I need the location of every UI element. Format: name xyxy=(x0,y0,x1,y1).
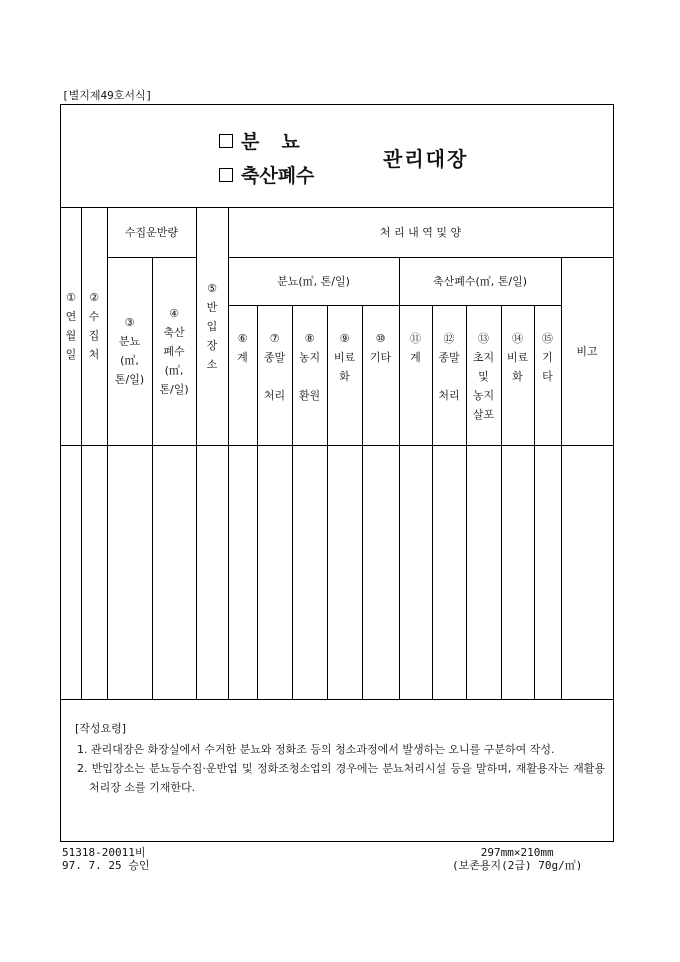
col-livestock-amount-text: 폐수 xyxy=(163,344,185,358)
col-delivery-place-text: 장 xyxy=(206,338,218,352)
col-manure-total-text: 계 xyxy=(237,351,248,364)
col-manure-other-number: ⑩ xyxy=(375,332,386,345)
option-livestock-label: 축산폐수 xyxy=(241,165,315,187)
col-manure-amount-number: ③ xyxy=(124,316,135,329)
col-livestock-fertilizer-text: 화 xyxy=(512,370,523,383)
ledger-form xyxy=(60,104,614,842)
option-manure xyxy=(219,127,322,154)
col-livestock-other-text: 타 xyxy=(542,370,553,383)
col-livestock-total-number: ⑪ xyxy=(410,332,421,345)
col-livestock-other-header xyxy=(534,305,561,445)
col-manure-amount-text: 분뇨 xyxy=(118,335,141,348)
instruction-item: 2. 반입장소는 분뇨등수집·운반업 및 정화조청소업의 경우에는 분뇨처리시설 등을 말하며, 재활용자는 재활용 처리장 소를 기재한다. xyxy=(77,762,605,794)
col-livestock-grassland-spread-text: 및 xyxy=(478,370,489,383)
col-livestock-grassland-spread-text: 살포 xyxy=(472,408,495,421)
col-manure-fertilizer-text: 화 xyxy=(339,370,350,383)
option-livestock-wastewater xyxy=(219,161,314,188)
col-livestock-final-treatment-text: 처리 xyxy=(438,389,460,402)
col-livestock-grassland-spread-text: 초지 xyxy=(472,351,495,364)
col-manure-final-treatment-text: 종말 xyxy=(263,351,286,364)
col-livestock-final-treatment-text xyxy=(447,367,451,386)
col-livestock-amount-text: 축산 xyxy=(163,325,185,339)
col-manure-farmland-return-header xyxy=(292,305,327,445)
col-livestock-grassland-spread-number: ⑬ xyxy=(478,332,489,345)
footer-right xyxy=(452,846,582,872)
col-manure-other-header xyxy=(362,305,399,445)
col-manure-final-treatment-text xyxy=(273,367,277,386)
col-date-header xyxy=(61,207,81,445)
col-collector-number: ② xyxy=(89,291,99,304)
col-delivery-place-number: ⑤ xyxy=(207,281,217,295)
col-livestock-grassland-spread-header xyxy=(466,305,501,445)
col-manure-farmland-return-text: 농지 xyxy=(298,351,321,364)
option-manure-label: 분뇨 xyxy=(241,131,322,153)
col-collector-text: 집 xyxy=(88,329,100,342)
form-title: 관리대장 xyxy=(383,147,469,171)
instructions xyxy=(75,719,605,797)
col-manure-fertilizer-text: 비료 xyxy=(333,351,356,364)
col-livestock-final-treatment-header xyxy=(432,305,466,445)
col-manure-other-text: 기타 xyxy=(369,351,392,364)
col-collector-text: 수 xyxy=(88,310,100,323)
paper-type: (보존용지(2급) 70g/㎡) xyxy=(452,859,583,872)
group-collection-header: 수집운반량 xyxy=(124,225,179,239)
col-manure-final-treatment-text: 처리 xyxy=(263,389,286,402)
subgroup-livestock-header: 축산폐수(㎥, 톤/일) xyxy=(432,274,528,288)
col-livestock-fertilizer-header xyxy=(501,305,534,445)
grid-line xyxy=(61,699,613,700)
form-number-label: [별지제49호서식] xyxy=(62,89,153,102)
col-livestock-final-treatment-text: 종말 xyxy=(438,351,460,364)
col-livestock-amount-text: 톤/일) xyxy=(159,382,189,396)
col-livestock-other-text: 기 xyxy=(542,351,553,364)
form-code: 51318-20011비 xyxy=(62,846,146,859)
paper-size: 297mm×210mm xyxy=(480,846,554,859)
col-livestock-fertilizer-number: ⑭ xyxy=(512,332,523,345)
col-delivery-place-text: 반 xyxy=(206,300,218,314)
col-date-text: 연 xyxy=(65,310,77,323)
col-livestock-amount-text: (㎥, xyxy=(164,363,184,377)
col-collector-header xyxy=(81,207,107,445)
col-livestock-grassland-spread-text: 농지 xyxy=(472,389,495,402)
col-date-text: 월 xyxy=(65,329,77,342)
col-date-number: ① xyxy=(66,291,76,304)
col-remarks-header: 비고 xyxy=(576,344,598,358)
col-delivery-place-header xyxy=(196,207,228,445)
col-manure-fertilizer-number: ⑨ xyxy=(339,332,350,345)
instructions-heading: [작성요령] xyxy=(75,722,127,735)
col-livestock-total-text: 계 xyxy=(410,351,421,364)
col-livestock-amount-number: ④ xyxy=(169,306,179,320)
approval-date: 97. 7. 25 승인 xyxy=(62,859,150,872)
col-livestock-total-header xyxy=(399,305,432,445)
checkbox-livestock-wastewater[interactable] xyxy=(219,168,233,182)
col-manure-farmland-return-text: 환원 xyxy=(298,389,321,402)
col-livestock-fertilizer-text: 비료 xyxy=(506,351,529,364)
col-livestock-amount-header xyxy=(152,257,196,445)
grid-line xyxy=(61,445,613,446)
subgroup-manure-header: 분뇨(㎥, 톤/일) xyxy=(277,274,350,288)
col-delivery-place-text: 소 xyxy=(206,357,218,371)
col-date-text: 일 xyxy=(65,348,77,361)
col-manure-farmland-return-number: ⑧ xyxy=(304,332,315,345)
col-livestock-other-number: ⑮ xyxy=(542,332,553,345)
col-collector-text: 처 xyxy=(88,348,100,361)
col-delivery-place-text: 입 xyxy=(206,319,218,333)
checkbox-manure[interactable] xyxy=(219,134,233,148)
col-manure-farmland-return-text xyxy=(308,367,312,386)
footer-left xyxy=(62,846,149,872)
col-manure-amount-header xyxy=(107,257,152,445)
col-manure-total-number: ⑥ xyxy=(237,332,248,345)
group-processing-header: 처 리 내 역 및 양 xyxy=(379,225,462,239)
instruction-item: 1. 관리대장은 화장실에서 수거한 분뇨와 정화조 등의 청소과정에서 발생하는 오니를 구분하여 작성. xyxy=(77,743,555,756)
col-manure-fertilizer-header xyxy=(327,305,362,445)
col-livestock-final-treatment-number: ⑫ xyxy=(443,332,455,345)
col-manure-amount-text: 톤/일) xyxy=(114,373,145,386)
col-manure-final-treatment-header xyxy=(257,305,292,445)
col-manure-total-header xyxy=(228,305,257,445)
title-area xyxy=(61,105,613,208)
col-manure-amount-text: (㎥, xyxy=(120,354,139,367)
col-manure-final-treatment-number: ⑦ xyxy=(269,332,280,345)
